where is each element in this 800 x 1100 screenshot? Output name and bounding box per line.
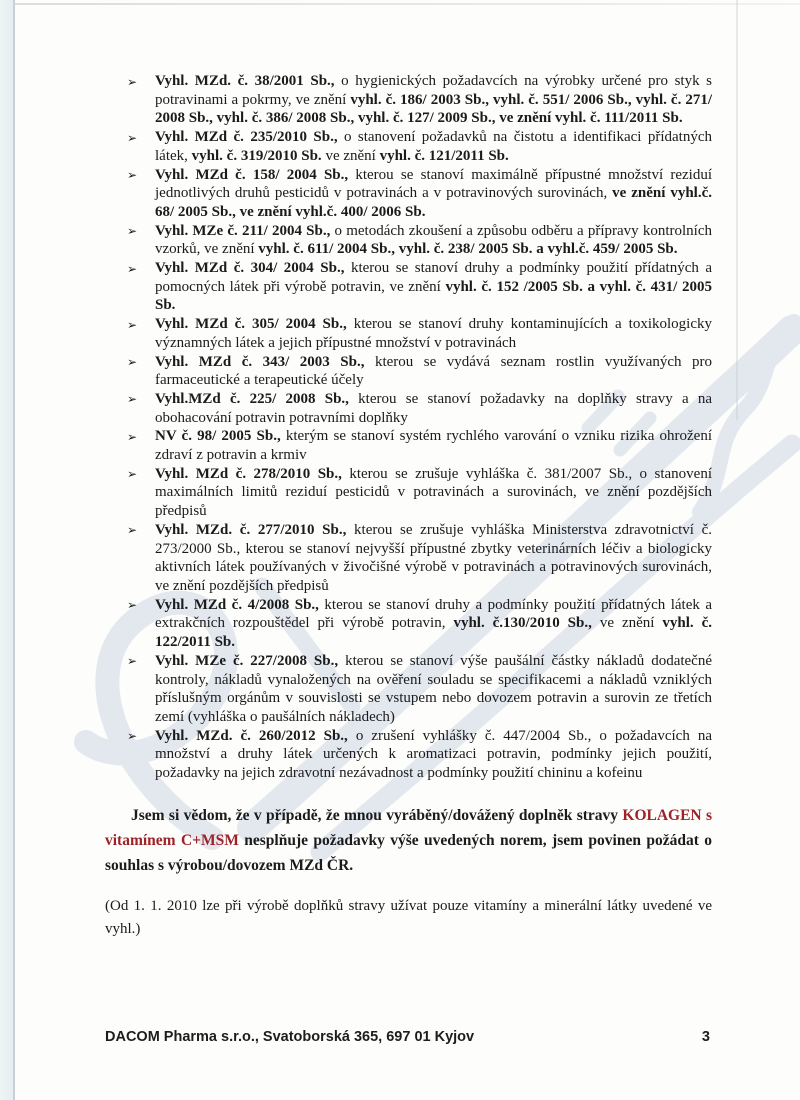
text-segment-regular: kterou se zrušuje vyhláška Ministerstva zdravotnictví č. 273/2000 Sb., kterou se stanoví nejvyšší přípustné zbytky veterinárních léčiv a biologicky aktivních látek používaných v živočišné výrobě v potravinách a potravinových surovinách, ve znění pozdějších předpisů [155,521,712,594]
text-segment-bold: NV č. 98/ 2005 Sb., [155,428,286,445]
text-segment-bold: nesplňuje požadavky výše uvedených norem, jsem povinen požádat o souhlas s výrobou/dovozem MZd ČR. [105,831,712,874]
page-number: 3 [701,1029,710,1045]
arrowhead-bullet-icon: ➢ [127,224,138,239]
arrowhead-bullet-icon: ➢ [127,598,138,613]
decree-list-item [127,353,712,390]
arrowhead-bullet-icon: ➢ [127,74,138,89]
text-segment-regular: kterou se zrušuje vyhláška č. 381/2007 Sb., o stanovení maximálních limitů reziduí pesticidů v potravinách a surovinách, ve znění pozdějších předpisů [155,465,713,520]
scan-edge-top [13,3,800,5]
text-segment-bold: Vyhl. MZd. č. 38/2001 Sb., [155,73,342,89]
arrowhead-bullet-icon: ➢ [127,729,138,744]
text-segment-bold: vyhl. č. 319/2010 Sb. [191,147,326,164]
arrowhead-bullet-icon: ➢ [127,355,138,370]
decree-list [105,72,712,783]
text-segment-bold: Vyhl. MZd č. 4/2008 Sb., [155,596,325,613]
text-segment-bold: Vyhl. MZd č. 158/ 2004 Sb., [155,166,356,183]
decree-list-item [127,727,712,783]
arrowhead-bullet-icon: ➢ [127,130,138,145]
arrowhead-bullet-icon: ➢ [127,523,138,538]
arrowhead-bullet-icon: ➢ [127,467,138,482]
decree-list-item [127,390,712,427]
footer-company: DACOM Pharma s.r.o., Svatoborská 365, 697 01 Kyjov [105,1029,475,1045]
text-segment-regular: kterou se vydává seznam rostlin využívaných pro farmaceutické a terapeutické účely [155,353,712,389]
text-segment-regular: kterým se stanoví systém rychlého varování o vzniku rizika ohrožení zdraví z potravin a krmiv [155,428,713,464]
text-segment-bold: Vyhl.MZd č. 225/ 2008 Sb., [155,390,359,407]
text-segment-regular: o zrušení vyhlášky č. 447/2004 Sb., o požadavcích na množství a druhy látek určených k aromatizaci potravin, podmínky jejich použití, požadavky na jejich zdravotní nezávadnost a podmínky použití chininu a kofeinu [155,727,712,782]
text-segment-bold: vyhl. č. 152 /2005 Sb. a vyhl. č. 431/ 2005 Sb. [155,278,712,314]
decree-list-item [127,596,713,652]
decree-list-item [127,259,712,315]
decree-list-item [127,128,712,165]
text-segment-red-bold: KOLAGEN s vitamínem C+MSM [105,806,713,849]
text-segment-regular: ve znění [599,615,663,632]
text-segment-bold: Vyhl. MZd č. 278/2010 Sb., [155,465,350,482]
text-segment-regular: o hygienických požadavcích na výrobky určené pro styk s potravinami a pokrmy, ve znění [155,73,712,108]
text-segment-bold: Vyhl. MZe č. 227/2008 Sb., [155,652,346,669]
arrowhead-bullet-icon: ➢ [127,392,138,407]
text-segment-bold: vyhl. č. 186/ 2003 Sb., vyhl. č. 551/ 2006 Sb., vyhl. č. 271/ 2008 Sb., vyhl. č. 386/ 2008 Sb., vyhl. č. 127/ 2009 Sb., ve znění vyhl. č. 111/2011 Sb. [155,91,713,127]
text-segment-bold: Jsem si vědom, že v případě, že mnou vyráběný/dovážený doplněk stravy [131,806,623,824]
arrowhead-bullet-icon: ➢ [127,168,138,183]
statement-paragraph [105,803,712,878]
text-segment-regular: kterou se stanoví maximálně přípustné množství reziduí jednotlivých druhů pesticidů v potravinách a v potravinových surovinách, [155,166,712,202]
text-segment-bold: vyhl. č. 121/2011 Sb. [379,147,509,164]
text-segment-bold: vyhl. č.130/2010 Sb., [453,615,600,632]
note-paragraph: (Od 1. 1. 2010 lze při výrobě doplňků stravy užívat pouze vitamíny a minerální látky uvedené ve vyhl.) [105,897,712,937]
decree-list-item [127,465,713,521]
decree-list-item [127,427,713,464]
text-segment-regular: kterou se stanoví druhy a podmínky použití přídatných a pomocných látek při výrobě potravin, ve znění [155,260,712,295]
decree-list-item [127,72,713,128]
decree-list-item [127,652,712,727]
arrowhead-bullet-icon: ➢ [127,429,138,444]
page-footer [105,1029,712,1045]
text-segment-bold: Vyhl. MZd č. 304/ 2004 Sb., [155,260,351,277]
decree-list-item [127,315,712,352]
text-segment-regular: kterou se stanoví druhy a podmínky použití přídatných látek a extrakčních rozpouštědel při výrobě potravin, [155,596,713,632]
scan-crease-right [736,0,738,420]
document-body [105,72,712,941]
arrowhead-bullet-icon: ➢ [127,261,138,276]
text-segment-bold: Vyhl. MZd č. 305/ 2004 Sb., [155,316,354,333]
arrowhead-bullet-icon: ➢ [127,654,138,669]
text-segment-regular: kterou se stanoví druhy kontaminujících a toxikologicky významných látek a jejich přípustné množství v potravinách [155,316,712,351]
text-segment-bold: Vyhl. MZd č. 343/ 2003 Sb., [155,353,375,370]
text-segment-regular: kterou se stanoví požadavky na doplňky stravy a na obohacování potravin potravními doplňky [155,390,712,426]
decree-list-item [127,166,713,222]
text-segment-regular: o stanovení požadavků na čistotu a identifikaci přídatných látek, [155,129,712,164]
text-segment-bold: vyhl. č. 611/ 2004 Sb., vyhl. č. 238/ 2005 Sb. a vyhl.č. 459/ 2005 Sb. [258,241,678,258]
decree-list-item [127,222,713,259]
text-segment-bold: vyhl. č. 122/2011 Sb. [155,615,713,651]
arrowhead-bullet-icon: ➢ [127,317,138,332]
decree-list-item [127,521,712,596]
text-segment-regular: o metodách zkoušení a způsobu odběru a přípravy kontrolních vzorků, ve znění [155,222,713,258]
text-segment-bold: Vyhl. MZd č. 235/2010 Sb., [155,129,344,146]
text-segment-bold: Vyhl. MZd. č. 260/2012 Sb., [155,727,356,744]
text-segment-bold: Vyhl. MZd. č. 277/2010 Sb., [155,521,355,538]
text-segment-regular: ve znění [325,147,380,164]
text-segment-bold: Vyhl. MZe č. 211/ 2004 Sb., [155,222,335,239]
text-segment-regular: kterou se stanoví výše paušální částky nákladů dodatečné kontroly, nákladů vynaložených na ověření souladu se specifikacemi a nákladů vzniklých příslušným orgánům v souvislosti se vstupem nebo dovozem potravin a surovin ze třetích zemí (vyhláška o paušálních nákladech) [155,652,712,725]
scan-edge-left [0,0,15,1100]
text-segment-bold: ve znění vyhl.č. 68/ 2005 Sb., ve znění vyhl.č. 400/ 2006 Sb. [155,185,713,220]
